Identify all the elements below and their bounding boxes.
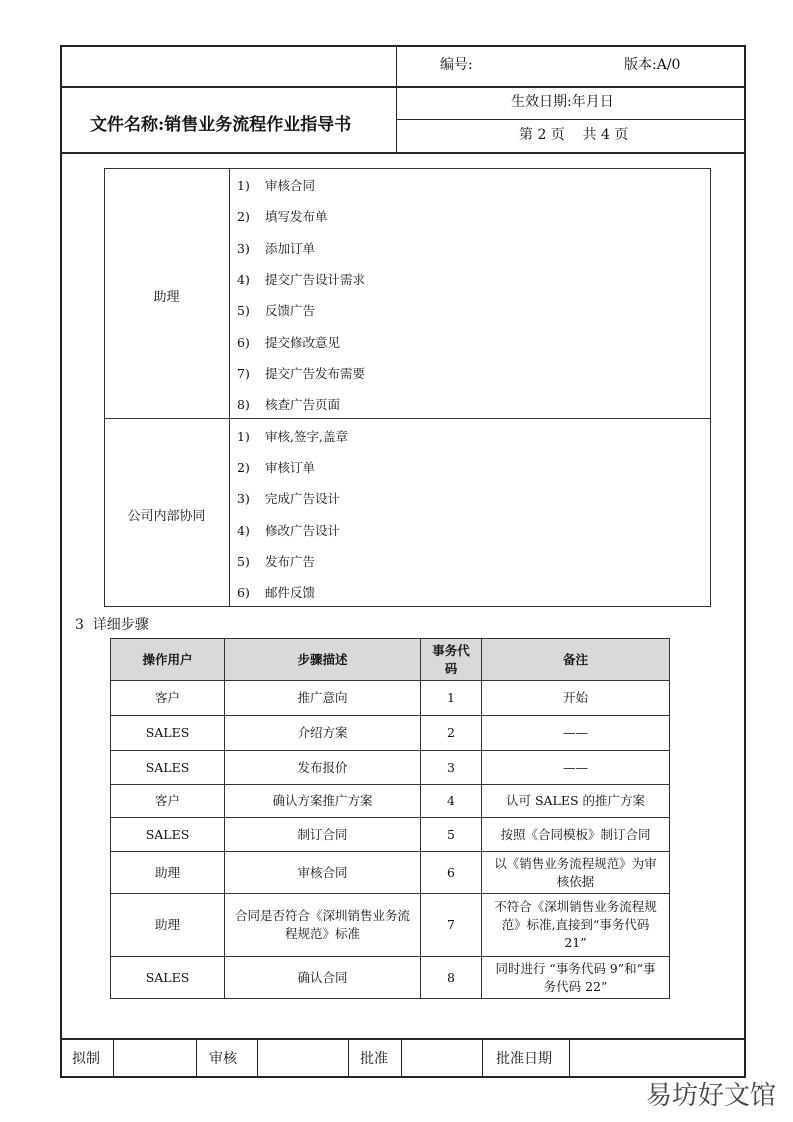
page-info: 第 2 页 共 4 页: [519, 127, 629, 143]
role-item-text: 提交广告设计需求: [265, 271, 366, 287]
role-item-text: 添加订单: [265, 240, 316, 256]
cell-description: 推广意向: [225, 681, 421, 716]
cell-remarks: ——: [482, 716, 670, 751]
table-row: [111, 957, 670, 999]
cell-description: 发布报价: [225, 751, 421, 785]
role-item-number: 7): [237, 365, 250, 381]
role-table: [104, 168, 711, 607]
footer-divider-v7: [569, 1038, 570, 1078]
role-item-text: 修改广告设计: [265, 522, 341, 538]
cell-remarks: 认可 SALES 的推广方案: [482, 785, 670, 818]
table-row: [111, 681, 670, 716]
role-item-text: 审核,签字,盖章: [265, 429, 348, 444]
steps-table: [110, 638, 670, 999]
role-item-number: 3): [237, 491, 250, 507]
role-item: [237, 207, 328, 225]
cell-remarks: 同时进行 “事务代码 9”和“事务代码 22”: [482, 957, 670, 999]
role-item: [237, 489, 340, 507]
role-item-text: 邮件反馈: [265, 585, 316, 600]
table-row: [111, 852, 670, 894]
cell-user: 助理: [111, 894, 225, 957]
footer-approval-date-label: 批准日期: [496, 1051, 552, 1067]
role-item-number: 2): [237, 460, 250, 476]
role-item-number: 6): [237, 585, 250, 600]
footer-divider-v5: [401, 1038, 402, 1078]
role-item-number: 5): [237, 303, 250, 319]
cell-remarks: 以《销售业务流程规范》为审核依据: [482, 852, 670, 894]
effective-date: 生效日期:年月日: [511, 94, 614, 110]
cell-user: 客户: [111, 681, 225, 716]
role-item-number: 4): [237, 522, 250, 538]
role-item: [237, 301, 315, 319]
role-item-number: 2): [237, 209, 250, 225]
header-divider-3: [60, 152, 746, 154]
role-item-number: 1): [237, 429, 250, 444]
role-item-number: 4): [237, 271, 250, 287]
document-title: 文件名称:销售业务流程作业指导书: [90, 115, 352, 135]
footer-divider-v4: [348, 1038, 349, 1078]
table-row: [111, 894, 670, 957]
cell-description: 制订合同: [225, 818, 421, 852]
header-user: 操作用户: [111, 639, 225, 681]
footer-reviewed-label: 审核: [209, 1051, 237, 1067]
role-name-internal: 公司内部协同: [127, 509, 206, 524]
cell-code: 5: [421, 818, 482, 852]
cell-code: 6: [421, 852, 482, 894]
footer-divider-v1: [113, 1038, 114, 1078]
cell-description: 确认方案推广方案: [225, 785, 421, 818]
number-label: 编号:: [440, 57, 473, 73]
header-code: [421, 639, 482, 681]
cell-description: 合同是否符合《深圳销售业务流程规范》标准: [225, 894, 421, 957]
cell-user: SALES: [111, 957, 225, 999]
role-item: [237, 427, 348, 445]
cell-description: 审核合同: [225, 852, 421, 894]
header-divider-2: [396, 119, 746, 120]
role-item-text: 审核合同: [265, 178, 316, 193]
header-code-text: 事务代码: [432, 642, 470, 676]
footer-divider-v6: [482, 1038, 483, 1078]
cell-user: SALES: [111, 716, 225, 751]
role-item-number: 1): [237, 178, 250, 193]
role-item: [237, 176, 315, 194]
role-item: [237, 239, 315, 257]
cell-user: SALES: [111, 818, 225, 852]
cell-remarks: ——: [482, 751, 670, 785]
cell-user: SALES: [111, 751, 225, 785]
role-table-divider-vertical: [229, 168, 230, 607]
cell-code: 1: [421, 681, 482, 716]
role-item-text: 提交广告发布需要: [265, 365, 366, 381]
watermark: 易坊好文馆: [646, 1081, 777, 1111]
role-table-divider-horizontal: [104, 418, 711, 419]
steps-header-row: [111, 639, 670, 681]
cell-user: 客户: [111, 785, 225, 818]
cell-remarks: 开始: [482, 681, 670, 716]
cell-remarks: 按照《合同模板》制订合同: [482, 818, 670, 852]
role-item: [237, 270, 365, 288]
role-item-text: 填写发布单: [265, 209, 328, 225]
role-item: [237, 583, 315, 601]
header-divider-vertical: [396, 45, 397, 153]
header-divider-1: [60, 86, 746, 88]
cell-code: 2: [421, 716, 482, 751]
cell-user: 助理: [111, 852, 225, 894]
cell-code: 3: [421, 751, 482, 785]
header-remarks: 备注: [482, 639, 670, 681]
role-item-number: 6): [237, 334, 250, 350]
table-row: [111, 785, 670, 818]
role-item: [237, 458, 315, 476]
role-item-text: 提交修改意见: [265, 334, 341, 350]
footer-divider-v3: [257, 1038, 258, 1078]
cell-code: 8: [421, 957, 482, 999]
footer-divider-v2: [196, 1038, 197, 1078]
footer-divider: [60, 1038, 746, 1040]
role-item: [237, 521, 340, 539]
table-row: [111, 716, 670, 751]
version-label: 版本:A/0: [624, 57, 681, 73]
role-item-number: 8): [237, 397, 250, 413]
role-item-text: 审核订单: [265, 460, 316, 476]
role-item: [237, 552, 315, 570]
table-row: [111, 751, 670, 785]
table-row: [111, 818, 670, 852]
role-item-text: 发布广告: [265, 553, 316, 569]
footer-drafted-label: 拟制: [72, 1051, 100, 1067]
footer-approved-label: 批准: [360, 1051, 388, 1067]
section-heading: 3 详细步骤: [75, 617, 149, 633]
cell-code: 7: [421, 894, 482, 957]
header-description: 步骤描述: [225, 639, 421, 681]
steps-body: [111, 681, 670, 999]
role-item-text: 反馈广告: [265, 303, 316, 319]
role-item: [237, 364, 365, 382]
role-item-text: 核查广告页面: [265, 397, 341, 413]
role-item-text: 完成广告设计: [265, 491, 341, 507]
role-item: [237, 333, 340, 351]
cell-description: 确认合同: [225, 957, 421, 999]
cell-remarks: 不符合《深圳销售业务流程规范》标准,直接到“事务代码 21”: [482, 894, 670, 957]
role-item: [237, 395, 340, 413]
cell-description: 介绍方案: [225, 716, 421, 751]
role-item-number: 3): [237, 240, 250, 256]
role-name-assistant: 助理: [153, 290, 180, 305]
cell-code: 4: [421, 785, 482, 818]
role-item-number: 5): [237, 553, 250, 569]
